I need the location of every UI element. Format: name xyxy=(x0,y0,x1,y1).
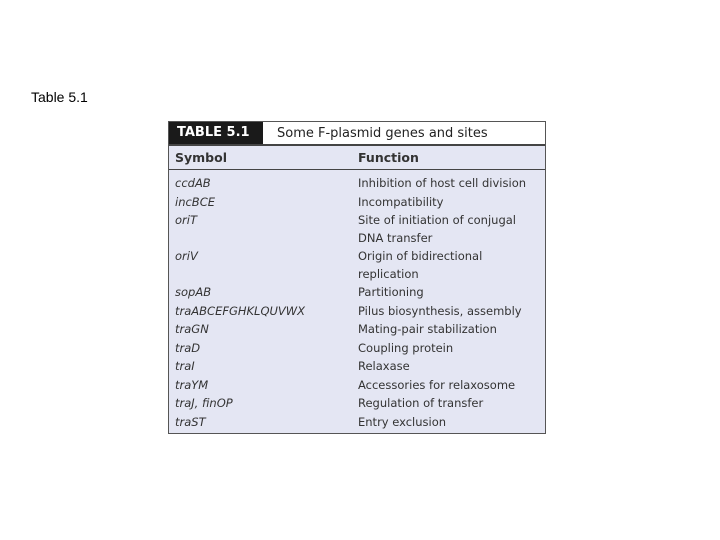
table-row xyxy=(169,414,545,432)
function-cell: Mating-pair stabilization xyxy=(358,322,497,336)
function-cell: Accessories for relaxosome xyxy=(358,377,516,392)
column-header-symbol: Symbol xyxy=(175,150,227,165)
table-row xyxy=(169,340,545,358)
function-cell: Pilus biosynthesis, assembly xyxy=(358,303,522,318)
slide-caption: Table 5.1 xyxy=(31,89,88,105)
table-row xyxy=(169,358,545,376)
table-row xyxy=(169,321,545,339)
symbol-cell: oriV xyxy=(175,249,198,263)
symbol-cell: traYM xyxy=(175,377,209,392)
symbol-cell: sopAB xyxy=(175,285,212,299)
column-header-function: Function xyxy=(358,150,419,165)
gene-table xyxy=(168,121,546,434)
table-row xyxy=(169,395,545,413)
table-row xyxy=(169,377,545,395)
table-row xyxy=(169,303,545,321)
function-cell: Relaxase xyxy=(358,359,410,373)
table-label: TABLE 5.1 xyxy=(169,122,263,144)
function-cell: Regulation of transfer xyxy=(358,396,484,410)
function-cell: Coupling protein xyxy=(358,340,454,355)
function-cell: Origin of bidirectional replication xyxy=(358,249,483,281)
column-headers xyxy=(169,146,545,170)
function-cell: Incompatibility xyxy=(358,194,444,209)
symbol-cell: traST xyxy=(175,414,206,429)
table-row xyxy=(169,175,545,193)
symbol-cell: traABCEFGHKLQUVWX xyxy=(175,303,306,318)
symbol-cell: oriT xyxy=(175,213,197,227)
symbol-cell: ccdAB xyxy=(175,176,211,190)
symbol-cell: traGN xyxy=(175,322,209,336)
function-cell: Inhibition of host cell division xyxy=(358,176,527,190)
symbol-cell: traD xyxy=(175,340,201,355)
function-cell: Partitioning xyxy=(358,285,424,299)
symbol-cell: incBCE xyxy=(175,194,215,209)
table-body xyxy=(169,170,545,431)
function-cell: Site of initiation of conjugal DNA transfer xyxy=(358,213,517,245)
table-row xyxy=(169,212,545,247)
table-row xyxy=(169,248,545,283)
table-header xyxy=(169,122,545,146)
symbol-cell: traI xyxy=(175,359,195,373)
function-cell: Entry exclusion xyxy=(358,414,447,429)
symbol-cell: traJ, finOP xyxy=(175,396,233,410)
table-row xyxy=(169,284,545,302)
table-row xyxy=(169,194,545,212)
table-title: Some F-plasmid genes and sites xyxy=(277,125,488,141)
